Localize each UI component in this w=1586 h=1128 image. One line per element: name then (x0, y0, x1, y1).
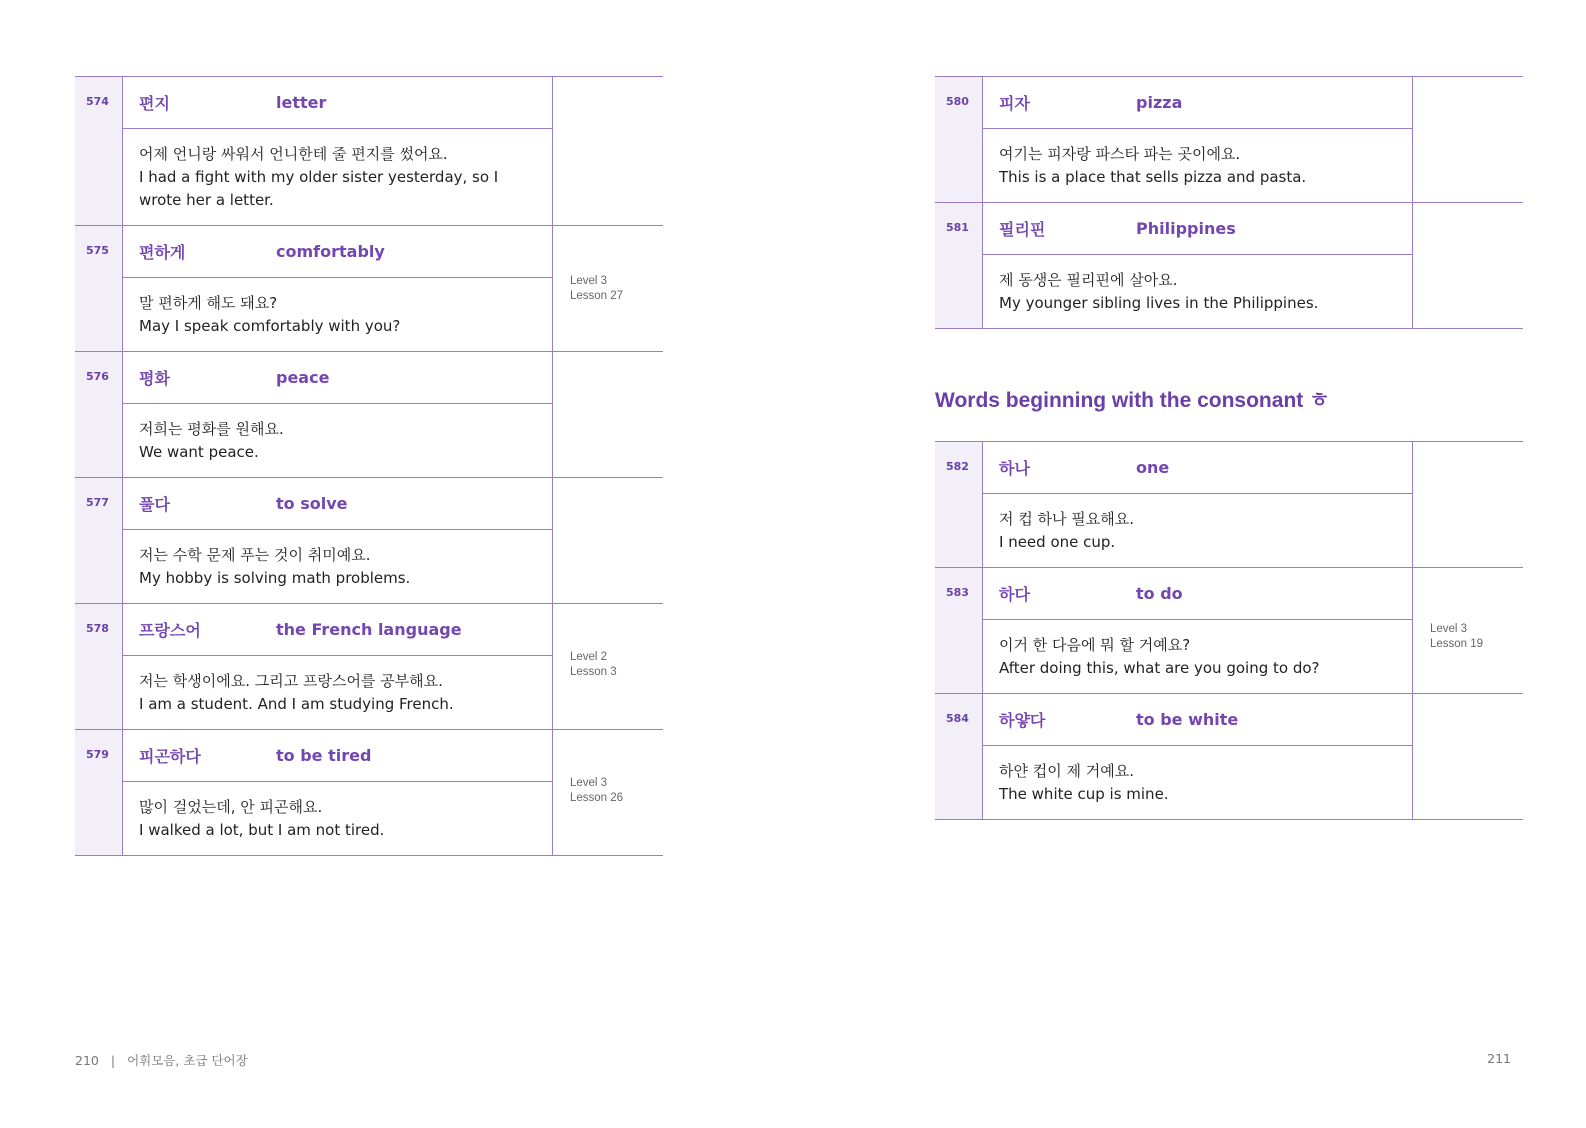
lesson-level: Level 3 (570, 777, 608, 789)
entry-headword-row (123, 77, 552, 129)
page-number-right: 211 (1487, 1051, 1511, 1066)
entry-headword-row (123, 730, 552, 782)
vocab-entry (935, 76, 1523, 202)
lesson-number: Lesson 3 (570, 666, 617, 678)
entry-headword-row (123, 226, 552, 278)
lesson-tag (1430, 622, 1483, 652)
entry-content (983, 568, 1413, 693)
entry-number: 574 (75, 77, 123, 225)
entry-number: 575 (75, 226, 123, 351)
entry-content (123, 352, 553, 477)
entry-content (983, 203, 1413, 328)
entry-number: 578 (75, 604, 123, 729)
entry-content (123, 478, 553, 603)
right-page-vocab-list-top (935, 76, 1523, 329)
example-korean: 저는 학생이에요. 그리고 프랑스어를 공부해요. (139, 672, 443, 690)
lesson-cell (553, 352, 663, 477)
page-number-left: 210 (75, 1053, 99, 1068)
entry-headword-row (983, 442, 1412, 494)
english-meaning: letter (276, 93, 327, 112)
example-sentences (123, 129, 552, 225)
vocab-entry (935, 441, 1523, 567)
entry-headword-row (983, 568, 1412, 620)
korean-word: 평화 (139, 369, 170, 388)
lesson-tag (570, 274, 623, 304)
korean-word: 하나 (999, 459, 1030, 478)
example-korean: 말 편하게 해도 돼요? (139, 294, 278, 312)
korean-word: 편지 (139, 94, 170, 113)
english-meaning: peace (276, 368, 330, 387)
example-sentences (123, 656, 552, 729)
example-english: This is a place that sells pizza and pasta. (999, 168, 1307, 186)
footer-separator: | (110, 1053, 116, 1068)
lesson-tag (570, 650, 617, 680)
example-korean: 이거 한 다음에 뭐 할 거예요? (999, 636, 1191, 654)
korean-word: 피곤하다 (139, 747, 201, 766)
entry-number: 576 (75, 352, 123, 477)
entry-number: 580 (935, 77, 983, 202)
english-meaning: one (1136, 458, 1170, 477)
example-english: I am a student. And I am studying French. (139, 695, 454, 713)
example-korean: 어제 언니랑 싸워서 언니한테 줄 편지를 썼어요. (139, 145, 448, 163)
book-title: 어휘모음, 초급 단어장 (127, 1053, 248, 1068)
entry-content (983, 694, 1413, 819)
vocab-entry (75, 351, 663, 477)
korean-word: 편하게 (139, 243, 186, 262)
english-meaning: to be tired (276, 746, 372, 765)
example-english: After doing this, what are you going to do? (999, 659, 1320, 677)
entry-number: 581 (935, 203, 983, 328)
example-korean: 제 동생은 필리핀에 살아요. (999, 271, 1178, 289)
example-korean: 저희는 평화를 원해요. (139, 420, 284, 438)
example-english: May I speak comfortably with you? (139, 317, 401, 335)
example-sentences (983, 255, 1412, 328)
lesson-cell (553, 478, 663, 603)
lesson-level: Level 3 (1430, 623, 1468, 635)
vocab-entry (75, 477, 663, 603)
korean-word: 하얗다 (999, 711, 1046, 730)
example-korean: 저 컵 하나 필요해요. (999, 510, 1134, 528)
korean-word: 프랑스어 (139, 621, 201, 640)
entry-content (123, 604, 553, 729)
example-korean: 여기는 피자랑 파스타 파는 곳이에요. (999, 145, 1241, 163)
entry-headword-row (983, 77, 1412, 129)
entry-content (983, 77, 1413, 202)
english-meaning: Philippines (1136, 219, 1236, 238)
lesson-cell (1413, 694, 1523, 819)
vocab-entry (935, 693, 1523, 820)
example-sentences (983, 746, 1412, 819)
english-meaning: to do (1136, 584, 1183, 603)
entry-content (983, 442, 1413, 567)
right-page-vocab-list-bottom (935, 441, 1523, 820)
english-meaning: pizza (1136, 93, 1183, 112)
lesson-number: Lesson 27 (570, 290, 624, 302)
entry-number: 584 (935, 694, 983, 819)
example-english: We want peace. (139, 443, 259, 461)
example-english: I had a fight with my older sister yesterday, so I wrote her a letter. (139, 168, 499, 209)
lesson-level: Level 3 (570, 275, 608, 287)
example-korean: 하얀 컵이 제 거예요. (999, 762, 1134, 780)
lesson-tag (570, 776, 623, 806)
korean-word: 필리핀 (999, 220, 1046, 239)
entry-headword-row (983, 203, 1412, 255)
vocab-entry (75, 76, 663, 225)
korean-word: 풀다 (139, 495, 170, 514)
example-sentences (123, 404, 552, 477)
example-sentences (983, 494, 1412, 567)
entry-headword-row (983, 694, 1412, 746)
vocab-entry (935, 202, 1523, 329)
lesson-cell (553, 77, 663, 225)
entry-content (123, 77, 553, 225)
english-meaning: to solve (276, 494, 348, 513)
example-english: I walked a lot, but I am not tired. (139, 821, 385, 839)
example-sentences (983, 620, 1412, 693)
entry-number: 583 (935, 568, 983, 693)
section-title: Words beginning with the consonant ㅎ (935, 389, 1330, 412)
entry-number: 582 (935, 442, 983, 567)
english-meaning: to be white (1136, 710, 1239, 729)
example-english: The white cup is mine. (999, 785, 1169, 803)
entry-headword-row (123, 352, 552, 404)
example-english: I need one cup. (999, 533, 1116, 551)
entry-number: 577 (75, 478, 123, 603)
entry-content (123, 226, 553, 351)
english-meaning: comfortably (276, 242, 385, 261)
korean-word: 피자 (999, 94, 1030, 113)
example-sentences (123, 782, 552, 855)
footer-left (75, 1051, 248, 1069)
example-english: My younger sibling lives in the Philippines. (999, 294, 1319, 312)
lesson-cell (1413, 203, 1523, 328)
example-sentences (123, 278, 552, 351)
example-sentences (983, 129, 1412, 202)
left-page-vocab-list (75, 76, 663, 856)
lesson-number: Lesson 19 (1430, 638, 1484, 650)
entry-number: 579 (75, 730, 123, 855)
english-meaning: the French language (276, 620, 462, 639)
entry-headword-row (123, 604, 552, 656)
example-korean: 많이 걸었는데, 안 피곤해요. (139, 798, 323, 816)
korean-word: 하다 (999, 585, 1030, 604)
example-english: My hobby is solving math problems. (139, 569, 411, 587)
lesson-number: Lesson 26 (570, 792, 624, 804)
lesson-cell (1413, 442, 1523, 567)
lesson-level: Level 2 (570, 651, 608, 663)
example-sentences (123, 530, 552, 603)
example-korean: 저는 수학 문제 푸는 것이 취미예요. (139, 546, 371, 564)
lesson-cell (1413, 77, 1523, 202)
entry-headword-row (123, 478, 552, 530)
entry-content (123, 730, 553, 855)
